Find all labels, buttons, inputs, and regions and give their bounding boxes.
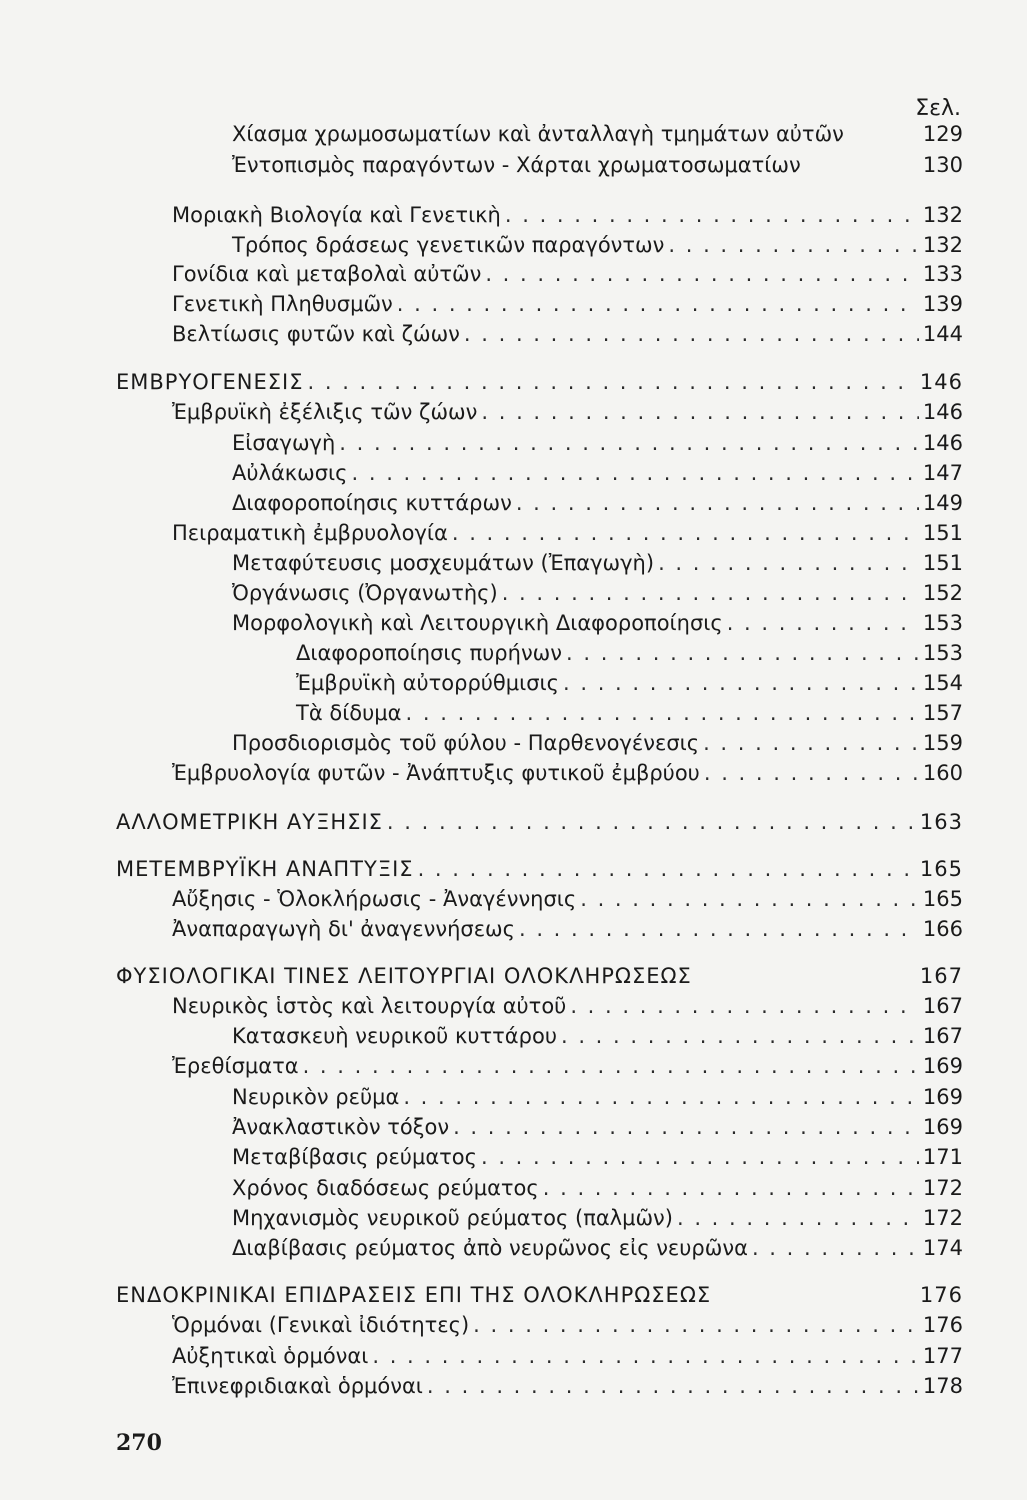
leader-dots (580, 887, 919, 911)
leader-dots (453, 1115, 919, 1139)
toc-entry (172, 400, 963, 424)
leader-dots (464, 322, 919, 346)
toc-entry-title: Αὔξησις - Ὁλοκλήρωσις - Ἀναγέννησις (172, 887, 577, 911)
toc-entry-page: 146 (919, 370, 963, 394)
toc-entry (172, 322, 963, 346)
leader-dots (677, 1206, 919, 1230)
toc-entry (232, 731, 963, 755)
toc-entry (172, 761, 963, 785)
toc-entry-page: 133 (922, 262, 963, 286)
page-number: 270 (116, 1430, 162, 1456)
toc-entry-page: 163 (919, 810, 963, 834)
toc-section (116, 1283, 963, 1307)
toc-entry (232, 1024, 963, 1048)
leader-dots (387, 810, 916, 834)
leader-dots (339, 431, 919, 455)
toc-entry (232, 153, 963, 177)
toc-entry-page: 174 (922, 1236, 963, 1260)
leader-dots (563, 671, 919, 695)
toc-entry-title: Ἀναπαραγωγὴ δι' ἀναγεννήσεως (172, 917, 515, 941)
toc-entry (296, 701, 963, 725)
toc-entry-page: 153 (922, 611, 963, 635)
toc-entry-title: Διαφοροποίησις πυρήνων (296, 641, 562, 665)
toc-section-title: ΕΜΒΡΥΟΓΕΝΕΣΙΣ (116, 370, 304, 394)
toc-entry (232, 431, 963, 455)
toc-entry-page: 167 (919, 964, 963, 988)
leader-dots (406, 701, 919, 725)
toc-entry-page: 151 (922, 521, 963, 545)
toc-entry (232, 461, 963, 485)
toc-entry-title: Ἐρεθίσματα (172, 1054, 299, 1078)
toc-entry-title: Ὀργάνωσις (Ὀργανωτὴς) (232, 581, 498, 605)
leader-dots (516, 491, 919, 515)
leader-dots (427, 1374, 919, 1398)
leader-dots (372, 1344, 919, 1368)
toc-entry (232, 1176, 963, 1200)
toc-entry-page: 132 (922, 233, 963, 257)
toc-entry-title: Ἐμβρυϊκὴ αὐτορρύθμισις (296, 671, 559, 695)
toc-section-title: ΦΥΣΙΟΛΟΓΙΚΑΙ ΤΙΝΕΣ ΛΕΙΤΟΥΡΓΙΑΙ ΟΛΟΚΛΗΡΩΣΕΩΣ (116, 964, 692, 988)
toc-section (116, 857, 963, 881)
toc-entry (232, 122, 963, 146)
toc-entry-page: 160 (922, 761, 963, 785)
toc-entry (172, 1374, 963, 1398)
toc-entry-title: Τὰ δίδυμα (296, 701, 402, 725)
toc-entry-page: 130 (922, 153, 963, 177)
toc-entry-page: 151 (922, 551, 963, 575)
toc-entry (232, 491, 963, 515)
toc-entry-page: 146 (922, 431, 963, 455)
toc-entry-title: Χρόνος διαδόσεως ρεύματος (232, 1176, 539, 1200)
leader-dots (668, 233, 919, 257)
toc-entry-title: Ἐπινεφριδιακαὶ ὁρμόναι (172, 1374, 423, 1398)
toc-entry (172, 203, 963, 227)
toc-entry-title: Γονίδια καὶ μεταβολαὶ αὐτῶν (172, 262, 482, 286)
toc-entry-page: 139 (922, 292, 963, 316)
toc-entry (232, 1145, 963, 1169)
toc-entry-title: Νευρικὸς ἱστὸς καὶ λειτουργία αὐτοῦ (172, 994, 567, 1018)
toc-entry-title: Αὐλάκωσις (232, 461, 348, 485)
toc-entry-page: 176 (922, 1313, 963, 1337)
toc-entry-page: 147 (922, 461, 963, 485)
toc-entry-title: Κατασκευὴ νευρικοῦ κυττάρου (232, 1024, 557, 1048)
leader-dots (502, 581, 919, 605)
leader-dots (543, 1176, 919, 1200)
toc-entry (172, 1054, 963, 1078)
leader-dots (308, 370, 916, 394)
leader-dots (397, 292, 919, 316)
toc-entry-title: Μηχανισμὸς νευρικοῦ ρεύματος (παλμῶν) (232, 1206, 673, 1230)
toc-entry-title: Ἐμβρυολογία φυτῶν - Ἀνάπτυξις φυτικοῦ ἐμβρύου (172, 761, 700, 785)
toc-section (116, 810, 963, 834)
toc-entry (172, 917, 963, 941)
toc-entry-page: 172 (922, 1176, 963, 1200)
leader-dots (658, 551, 919, 575)
toc-entry-page: 132 (922, 203, 963, 227)
leader-dots (481, 1145, 919, 1169)
toc-section-title: ΜΕΤΕΜΒΡΥΪΚΗ ΑΝΑΠΤΥΞΙΣ (116, 857, 414, 881)
toc-entry-title: Εἰσαγωγὴ (232, 431, 336, 455)
toc-entry-title: Χίασμα χρωμοσωματίων καὶ ἀνταλλαγὴ τμημάτων αὐτῶν (232, 122, 844, 146)
toc-entry-page: 165 (922, 887, 963, 911)
toc-entry (172, 292, 963, 316)
toc-entry-page: 146 (922, 400, 963, 424)
toc-entry-title: Νευρικὸν ρεῦμα (232, 1085, 400, 1109)
toc-entry (232, 1085, 963, 1109)
toc-entry-title: Ἐντοπισμὸς παραγόντων - Χάρται χρωματοσωματίων (232, 153, 801, 177)
leader-dots (473, 1313, 919, 1337)
toc-section (116, 370, 963, 394)
leader-dots (485, 262, 919, 286)
toc-entry-page: 178 (922, 1374, 963, 1398)
toc-section-title: ΑΛΛΟΜΕΤΡΙΚΗ ΑΥΞΗΣΙΣ (116, 810, 383, 834)
toc-entry-title: Μεταβίβασις ρεύματος (232, 1145, 477, 1169)
page-column-header: Σελ. (915, 96, 961, 121)
toc-entry-title: Γενετικὴ Πληθυσμῶν (172, 292, 393, 316)
leader-dots (570, 994, 919, 1018)
toc-entry-page: 149 (922, 491, 963, 515)
toc-entry-title: Βελτίωσις φυτῶν καὶ ζώων (172, 322, 460, 346)
leader-dots (505, 203, 919, 227)
toc-entry-title: Τρόπος δράσεως γενετικῶν παραγόντων (232, 233, 665, 257)
toc-entry-page: 166 (922, 917, 963, 941)
toc-section-title: ΕΝΔΟΚΡΙΝΙΚΑΙ ΕΠΙΔΡΑΣΕΙΣ ΕΠΙ ΤΗΣ ΟΛΟΚΛΗΡΩΣΕΩΣ (116, 1283, 712, 1307)
leader-dots (566, 641, 919, 665)
toc-entry-page: 169 (922, 1115, 963, 1139)
leader-dots (752, 1236, 919, 1260)
leader-dots (727, 611, 919, 635)
toc-entry-page: 176 (919, 1283, 963, 1307)
toc-entry (232, 1115, 963, 1139)
toc-entry-page: 157 (922, 701, 963, 725)
toc-entry-page: 165 (919, 857, 963, 881)
toc-entry-title: Διαβίβασις ρεύματος ἀπὸ νευρῶνος εἰς νευρῶνα (232, 1236, 748, 1260)
toc-entry-page: 144 (922, 322, 963, 346)
toc-entry (232, 1206, 963, 1230)
toc-entry-title: Ὁρμόναι (Γενικαὶ ἰδιότητες) (172, 1313, 470, 1337)
toc-entry-title: Ἀνακλαστικὸν τόξον (232, 1115, 450, 1139)
toc-entry (296, 671, 963, 695)
toc-entry (172, 521, 963, 545)
toc-entry (172, 887, 963, 911)
leader-dots (703, 731, 919, 755)
toc-entry-page: 169 (922, 1054, 963, 1078)
leader-dots (403, 1085, 919, 1109)
leader-dots (561, 1024, 919, 1048)
toc-entry (232, 1236, 963, 1260)
toc-entry (232, 581, 963, 605)
toc-entry-title: Μοριακὴ Βιολογία καὶ Γενετικὴ (172, 203, 501, 227)
toc-entry (232, 233, 963, 257)
leader-dots (418, 857, 916, 881)
toc-entry-title: Προσδιορισμὸς τοῦ φύλου - Παρθενογένεσις (232, 731, 700, 755)
toc-entry-page: 172 (922, 1206, 963, 1230)
toc-entry-page: 167 (922, 994, 963, 1018)
toc-entry-page: 177 (922, 1344, 963, 1368)
toc-entry-title: Διαφοροποίησις κυττάρων (232, 491, 512, 515)
toc-entry-page: 169 (922, 1085, 963, 1109)
leader-dots (452, 521, 919, 545)
toc-entry-title: Μορφολογικὴ καὶ Λειτουργικὴ Διαφοροποίησις (232, 611, 723, 635)
leader-dots (704, 761, 919, 785)
toc-entry (172, 994, 963, 1018)
leader-dots (481, 400, 919, 424)
toc-entry-title: Πειραματικὴ ἐμβρυολογία (172, 521, 448, 545)
toc-entry-page: 171 (922, 1145, 963, 1169)
toc-entry-page: 159 (922, 731, 963, 755)
leader-dots (519, 917, 919, 941)
toc-entry (232, 611, 963, 635)
toc-entry-title: Μεταφύτευσις μοσχευμάτων (Ἐπαγωγὴ) (232, 551, 655, 575)
leader-dots (303, 1054, 919, 1078)
toc-entry-page: 129 (922, 122, 963, 146)
toc-entry-page: 154 (922, 671, 963, 695)
toc-entry-title: Αὐξητικαὶ ὁρμόναι (172, 1344, 369, 1368)
toc-entry (172, 262, 963, 286)
toc-entry-page: 152 (922, 581, 963, 605)
toc-entry-page: 167 (922, 1024, 963, 1048)
toc-entry (296, 641, 963, 665)
toc-entry-page: 153 (922, 641, 963, 665)
leader-dots (352, 461, 919, 485)
toc-entry-title: Ἐμβρυϊκὴ ἐξέλιξις τῶν ζώων (172, 400, 478, 424)
toc-entry (172, 1344, 963, 1368)
toc-entry (172, 1313, 963, 1337)
toc-section (116, 964, 963, 988)
toc-entry (232, 551, 963, 575)
